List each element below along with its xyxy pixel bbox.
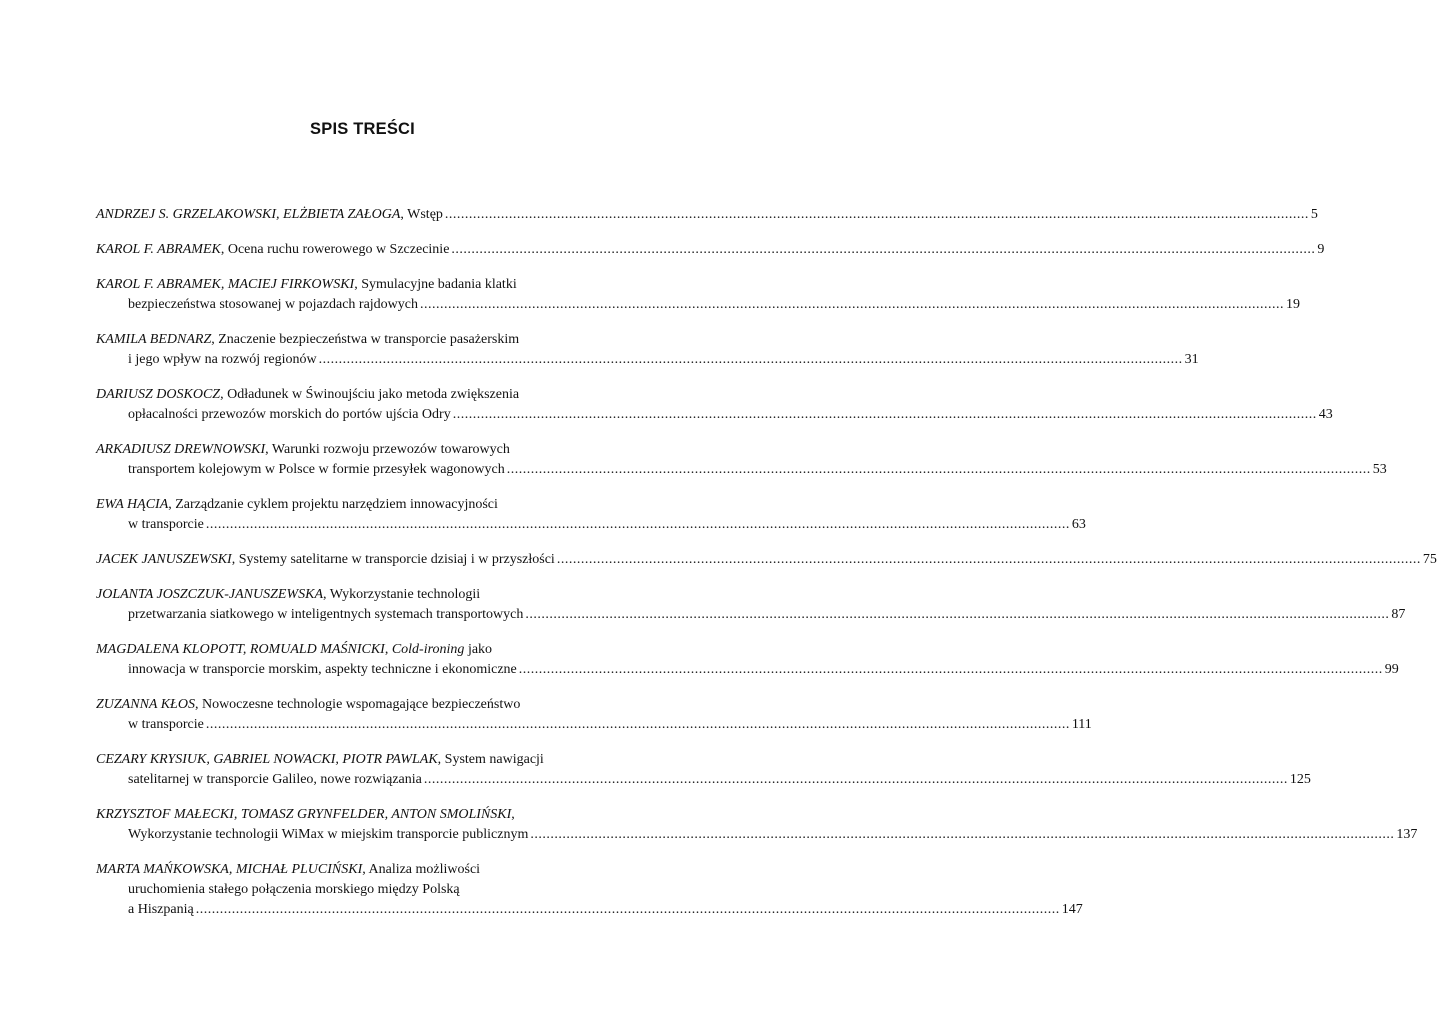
dot-leader [196,900,1060,920]
toc-entry [96,240,1325,260]
toc-text [96,550,555,570]
toc-title: , Znaczenie bezpieczeństwa w transporcie pasażerskim [211,332,520,347]
toc-title-continued: uruchomienia stałego połączenia morskiego między Polską [128,882,460,897]
toc-page-number: 53 [1372,462,1387,477]
toc-line [96,295,1300,315]
dot-leader [519,660,1383,680]
toc-line [96,205,1318,225]
dot-leader [557,550,1421,570]
toc-page-number: 99 [1384,662,1399,677]
page-title: SPIS TREŚCI [310,120,415,138]
toc-page-number: 137 [1396,827,1418,842]
toc-title: , Systemy satelitarne w transporcie dzisiaj i w przyszłości [231,552,555,567]
toc-page-number: 75 [1422,552,1437,567]
toc-text [96,495,498,515]
toc-line [96,825,1418,845]
toc-title-continued: satelitarnej w transporcie Galileo, nowe rozwiązania [128,772,422,787]
toc-page-number: 5 [1310,207,1318,222]
toc-authors: ANDRZEJ S. GRZELAKOWSKI, ELŻBIETA ZAŁOGA [96,207,401,222]
toc-entry [96,585,1406,625]
toc-text [96,640,492,660]
toc-title: , Odładunek w Świnoujściu jako metoda zwiększenia [220,387,520,402]
toc-line [96,385,629,405]
toc-authors: ZUZANNA KŁOS [96,697,195,712]
toc-authors: KRZYSZTOF MAŁECKI, TOMASZ GRYNFELDER, ANTON SMOLIŃSKI [96,807,512,822]
toc-title: , [511,807,515,822]
toc-entry [96,330,1199,370]
toc-entry [96,440,1387,480]
toc-title-continued: w transporcie [128,717,204,732]
toc-authors: KAROL F. ABRAMEK [96,242,221,257]
toc-line [96,880,629,900]
toc-title: , System nawigacji [437,752,544,767]
toc-title: , [384,642,392,657]
toc-authors: MAGDALENA KLOPOTT, ROMUALD MAŚNICKI [96,642,385,657]
toc-page-number: 31 [1184,352,1199,367]
toc-page-number: 125 [1289,772,1311,787]
toc-title-continued: w transporcie [128,517,204,532]
toc-title: , Warunki rozwoju przewozów towarowych [265,442,510,457]
toc-line [96,275,629,295]
toc-entry [96,550,1437,570]
toc-title: , Nowoczesne technologie wspomagające bezpieczeństwo [194,697,521,712]
toc-line [96,550,1437,570]
toc-page-number: 43 [1318,407,1333,422]
toc-authors: ARKADIUSZ DREWNOWSKI [96,442,266,457]
dot-leader [206,715,1070,735]
toc-page-number: 87 [1391,607,1406,622]
toc-line [96,805,629,825]
toc-line [96,585,629,605]
dot-leader [507,460,1371,480]
toc-page-number: 111 [1071,717,1092,732]
toc-line [96,715,1092,735]
toc-entry [96,860,1083,920]
toc-title-continued: opłacalności przewozów morskich do portów ujścia Odry [128,407,451,422]
toc-line [96,460,1387,480]
toc-authors: KAROL F. ABRAMEK, MACIEJ FIRKOWSKI [96,277,355,292]
toc-entry [96,275,1300,315]
toc-title-continued: przetwarzania siatkowego w inteligentnych systemach transportowych [128,607,524,622]
toc-text [96,275,517,295]
toc-title-continued: i jego wpływ na rozwój regionów [128,352,317,367]
toc-line [96,640,629,660]
toc-line [96,750,629,770]
toc-line [96,900,1083,920]
toc-line [96,440,629,460]
toc-entry [96,695,1092,735]
dot-leader [525,605,1389,625]
toc-authors: JOLANTA JOSZCZUK-JANUSZEWSKA [96,587,323,602]
toc-line [96,660,1399,680]
toc-entry [96,495,1086,535]
toc-line [96,860,629,880]
toc-title: , Ocena ruchu rowerowego w Szczecinie [220,242,450,257]
toc-page-number: 19 [1286,297,1300,312]
toc-page-number: 147 [1061,902,1083,917]
toc-text [96,805,515,825]
toc-text [96,385,519,405]
toc-text [96,205,443,225]
toc-entry [96,205,1318,225]
toc-entry [96,805,1418,845]
dot-leader [530,825,1394,845]
toc-text [96,695,520,715]
dot-leader [453,405,1317,425]
toc-line [96,405,1333,425]
toc-title: , Analiza możliwości [362,862,481,877]
toc-entry [96,750,1311,790]
toc-authors: KAMILA BEDNARZ [96,332,212,347]
toc-entry [96,385,1333,425]
toc-title-continued: transportem kolejowym w Polsce w formie przesyłek wagonowych [128,462,505,477]
toc-line [96,770,1311,790]
dot-leader [420,295,1284,315]
toc-line [96,240,1325,260]
toc-page-number: 9 [1317,242,1325,257]
toc-authors: CEZARY KRYSIUK, GABRIEL NOWACKI, PIOTR PAWLAK [96,752,438,767]
toc-text [96,585,480,605]
toc-title: jako [464,642,493,657]
toc-title-continued: innowacja w transporcie morskim, aspekty techniczne i ekonomiczne [128,662,517,677]
toc-title: , Symulacyjne badania klatki [354,277,517,292]
toc-text [96,750,544,770]
toc-title-continued: Wykorzystanie technologii WiMax w miejskim transporcie publicznym [128,827,529,842]
dot-leader [445,205,1309,225]
toc-title: , Wstęp [400,207,443,222]
toc-text [96,860,480,880]
toc-authors: MARTA MAŃKOWSKA, MICHAŁ PLUCIŃSKI [96,862,363,877]
toc-line [96,515,1086,535]
toc-authors: EWA HĄCIA [96,497,169,512]
toc-line [96,330,629,350]
toc-page-number: 63 [1071,517,1086,532]
toc-text [96,240,449,260]
toc-line [96,495,629,515]
toc-title: , Zarządzanie cyklem projektu narzędziem innowacyjności [168,497,498,512]
dot-leader [319,350,1183,370]
toc-title: , Wykorzystanie technologii [323,587,481,602]
toc-line [96,695,629,715]
toc-authors: DARIUSZ DOSKOCZ [96,387,221,402]
toc-authors: JACEK JANUSZEWSKI [96,552,232,567]
toc-title-continued: bezpieczeństwa stosowanej w pojazdach rajdowych [128,297,418,312]
toc-title-italic: Cold-ironing [391,642,465,657]
toc-line [96,605,1406,625]
dot-leader [424,770,1288,790]
toc-text [96,330,519,350]
toc-entry [96,640,1399,680]
dot-leader [451,240,1315,260]
toc-title-continued: a Hiszpanią [128,902,194,917]
dot-leader [206,515,1070,535]
toc-line [96,350,1199,370]
toc-text [96,440,510,460]
table-of-contents [96,205,1437,935]
